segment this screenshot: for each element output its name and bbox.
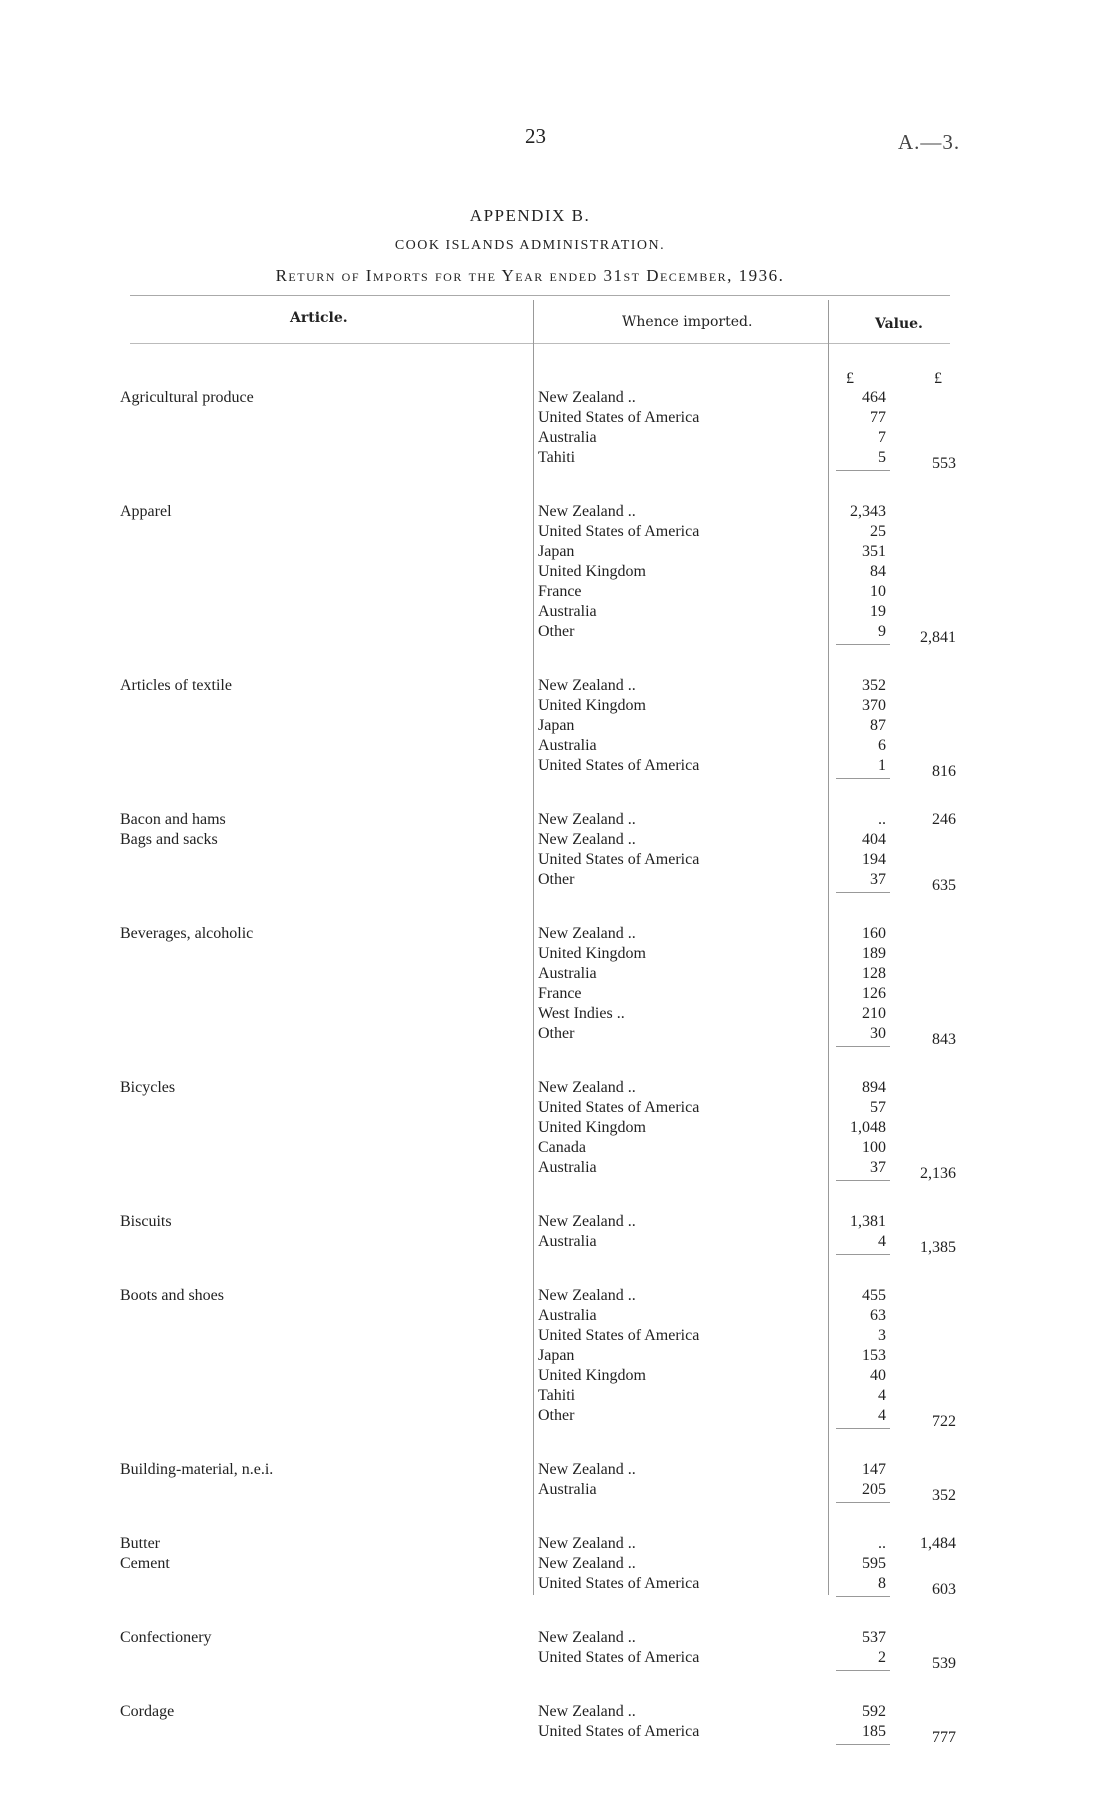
value-cell: 4 bbox=[878, 1407, 886, 1424]
whence-cell bbox=[538, 408, 818, 428]
value-cell: 77 bbox=[870, 409, 886, 426]
value-cell: 40 bbox=[870, 1367, 886, 1384]
subtotal-rule bbox=[836, 1670, 890, 1671]
value-cell: 370 bbox=[862, 697, 886, 714]
whence-cell bbox=[538, 924, 818, 944]
value-cell: 3 bbox=[878, 1327, 886, 1344]
whence-label: Australia bbox=[538, 737, 597, 754]
whence-label: Australia bbox=[538, 1159, 597, 1176]
article-cell bbox=[120, 1078, 520, 1098]
article-cell bbox=[120, 1702, 520, 1722]
article-cell bbox=[120, 1554, 520, 1574]
subtotal-rule bbox=[836, 1180, 890, 1181]
whence-cell bbox=[538, 810, 818, 830]
whence-label: New Zealand .. bbox=[538, 1287, 636, 1304]
whence-label: United States of America bbox=[538, 1327, 700, 1344]
value-cell: 1 bbox=[878, 757, 886, 774]
article-label: Boots and shoes bbox=[120, 1287, 224, 1304]
value-cell: 185 bbox=[862, 1723, 886, 1740]
whence-cell bbox=[538, 1628, 818, 1648]
row-total: 777 bbox=[932, 1729, 956, 1746]
value-cell: 592 bbox=[862, 1703, 886, 1720]
article-cell bbox=[120, 924, 520, 944]
value-cell: 10 bbox=[870, 583, 886, 600]
whence-cell bbox=[538, 676, 818, 696]
whence-cell bbox=[538, 1078, 818, 1098]
subtotal-rule bbox=[836, 892, 890, 893]
whence-cell bbox=[538, 736, 818, 756]
value-cell: 87 bbox=[870, 717, 886, 734]
value-cell: 4 bbox=[878, 1233, 886, 1250]
whence-cell bbox=[538, 582, 818, 602]
article-cell bbox=[120, 1534, 520, 1554]
value-cell: 4 bbox=[878, 1387, 886, 1404]
whence-cell bbox=[538, 602, 818, 622]
whence-cell bbox=[538, 502, 818, 522]
article-cell bbox=[120, 1460, 520, 1480]
return-heading: Return of Imports for the Year ended 31st December, 1936. bbox=[275, 266, 785, 285]
article-cell bbox=[120, 676, 520, 696]
whence-cell bbox=[538, 1702, 818, 1722]
value-cell: 126 bbox=[862, 985, 886, 1002]
whence-label: Canada bbox=[538, 1139, 586, 1156]
article-label: Bicycles bbox=[120, 1079, 176, 1096]
whence-cell bbox=[538, 448, 818, 468]
subtotal-rule bbox=[836, 470, 890, 471]
whence-label: West Indies .. bbox=[538, 1005, 625, 1022]
value-cell: 30 bbox=[870, 1025, 886, 1042]
whence-label: United Kingdom bbox=[538, 1367, 646, 1384]
value-cell: 595 bbox=[862, 1555, 886, 1572]
whence-cell bbox=[538, 1138, 818, 1158]
value-cell: 6 bbox=[878, 737, 886, 754]
value-cell: 2 bbox=[878, 1649, 886, 1666]
value-cell: 894 bbox=[862, 1079, 886, 1096]
column-divider-article bbox=[533, 300, 534, 1595]
article-cell bbox=[120, 810, 520, 830]
value-cell: 37 bbox=[870, 1159, 886, 1176]
article-cell bbox=[120, 1628, 520, 1648]
value-cell: 210 bbox=[862, 1005, 886, 1022]
article-label: Cement bbox=[120, 1555, 170, 1572]
value-cell: 2,343 bbox=[850, 503, 886, 520]
column-header-whence: Whence imported. bbox=[622, 314, 753, 330]
whence-cell bbox=[538, 716, 818, 736]
whence-label: United States of America bbox=[538, 851, 700, 868]
column-header-article: Article. bbox=[290, 310, 348, 326]
whence-label: Tahiti bbox=[538, 449, 576, 466]
subtotal-rule bbox=[836, 778, 890, 779]
whence-label: Japan bbox=[538, 543, 575, 560]
whence-cell bbox=[538, 964, 818, 984]
article-label: Bacon and hams bbox=[120, 811, 226, 828]
whence-label: New Zealand .. bbox=[538, 1703, 636, 1720]
document-reference: A.—3. bbox=[898, 130, 961, 154]
row-total: 635 bbox=[932, 877, 956, 894]
subtotal-rule bbox=[836, 1428, 890, 1429]
whence-label: United Kingdom bbox=[538, 1119, 646, 1136]
whence-cell bbox=[538, 756, 818, 776]
whence-label: United States of America bbox=[538, 757, 700, 774]
whence-cell bbox=[538, 1004, 818, 1024]
article-cell bbox=[120, 1286, 520, 1306]
article-cell bbox=[120, 830, 520, 850]
whence-cell bbox=[538, 562, 818, 582]
value-cell: 37 bbox=[870, 871, 886, 888]
value-cell: 160 bbox=[862, 925, 886, 942]
value-cell: 189 bbox=[862, 945, 886, 962]
value-cell: 19 bbox=[870, 603, 886, 620]
whence-cell bbox=[538, 830, 818, 850]
whence-label: Australia bbox=[538, 1233, 597, 1250]
whence-cell bbox=[538, 1366, 818, 1386]
value-cell: .. bbox=[878, 811, 886, 828]
value-cell: 25 bbox=[870, 523, 886, 540]
value-cell: 5 bbox=[878, 449, 886, 466]
subtotal-rule bbox=[836, 1254, 890, 1255]
whence-label: New Zealand .. bbox=[538, 811, 636, 828]
row-total: 246 bbox=[932, 811, 956, 828]
whence-cell bbox=[538, 1232, 818, 1252]
appendix-title: APPENDIX B. bbox=[469, 206, 591, 225]
row-total: 722 bbox=[932, 1413, 956, 1430]
whence-label: France bbox=[538, 985, 582, 1002]
value-cell: 84 bbox=[870, 563, 886, 580]
whence-label: New Zealand .. bbox=[538, 1555, 636, 1572]
value-cell: 100 bbox=[862, 1139, 886, 1156]
whence-label: Japan bbox=[538, 1347, 575, 1364]
article-label: Apparel bbox=[120, 503, 172, 520]
whence-label: New Zealand .. bbox=[538, 1629, 636, 1646]
article-label: Confectionery bbox=[120, 1629, 212, 1646]
whence-cell bbox=[538, 1480, 818, 1500]
value-cell: 351 bbox=[862, 543, 886, 560]
whence-label: New Zealand .. bbox=[538, 1461, 636, 1478]
value-cell: 537 bbox=[862, 1629, 886, 1646]
whence-cell bbox=[538, 1158, 818, 1178]
subtotal-rule bbox=[836, 1596, 890, 1597]
whence-label: Other bbox=[538, 1407, 575, 1424]
value-cell: 128 bbox=[862, 965, 886, 982]
whence-cell bbox=[538, 1460, 818, 1480]
whence-cell bbox=[538, 1722, 818, 1742]
subtotal-rule bbox=[836, 1744, 890, 1745]
whence-cell bbox=[538, 428, 818, 448]
header-bottom-rule bbox=[130, 343, 950, 344]
article-label: Biscuits bbox=[120, 1213, 172, 1230]
value-cell: 404 bbox=[862, 831, 886, 848]
article-label: Bags and sacks bbox=[120, 831, 218, 848]
whence-label: Other bbox=[538, 623, 575, 640]
whence-label: United Kingdom bbox=[538, 697, 646, 714]
whence-label: United Kingdom bbox=[538, 945, 646, 962]
whence-label: Australia bbox=[538, 1307, 597, 1324]
whence-label: United States of America bbox=[538, 523, 700, 540]
row-total: 553 bbox=[932, 455, 956, 472]
whence-cell bbox=[538, 1326, 818, 1346]
article-label: Building-material, n.e.i. bbox=[120, 1461, 274, 1478]
whence-label: Other bbox=[538, 871, 575, 888]
value-cell: 194 bbox=[862, 851, 886, 868]
whence-cell bbox=[538, 1212, 818, 1232]
whence-label: New Zealand .. bbox=[538, 503, 636, 520]
whence-cell bbox=[538, 1574, 818, 1594]
whence-label: United States of America bbox=[538, 1575, 700, 1592]
subtotal-rule bbox=[836, 1046, 890, 1047]
whence-cell bbox=[538, 1534, 818, 1554]
whence-label: United States of America bbox=[538, 1099, 700, 1116]
whence-cell bbox=[538, 944, 818, 964]
value-cell: 147 bbox=[862, 1461, 886, 1478]
value-cell: 464 bbox=[862, 389, 886, 406]
whence-label: New Zealand .. bbox=[538, 925, 636, 942]
row-total: 352 bbox=[932, 1487, 956, 1504]
whence-label: Other bbox=[538, 1025, 575, 1042]
whence-cell bbox=[538, 542, 818, 562]
whence-cell bbox=[538, 870, 818, 890]
currency-symbol-totals: £ bbox=[934, 370, 942, 387]
subtotal-rule bbox=[836, 644, 890, 645]
whence-label: United States of America bbox=[538, 1649, 700, 1666]
whence-cell bbox=[538, 1306, 818, 1326]
whence-cell bbox=[538, 1024, 818, 1044]
value-cell: 63 bbox=[870, 1307, 886, 1324]
whence-cell bbox=[538, 696, 818, 716]
whence-cell bbox=[538, 1648, 818, 1668]
whence-cell bbox=[538, 1346, 818, 1366]
row-total: 603 bbox=[932, 1581, 956, 1598]
whence-label: New Zealand .. bbox=[538, 1079, 636, 1096]
value-cell: 352 bbox=[862, 677, 886, 694]
article-cell bbox=[120, 388, 520, 408]
value-cell: .. bbox=[878, 1535, 886, 1552]
whence-cell bbox=[538, 1406, 818, 1426]
value-cell: 8 bbox=[878, 1575, 886, 1592]
whence-label: New Zealand .. bbox=[538, 1535, 636, 1552]
article-label: Butter bbox=[120, 1535, 160, 1552]
value-cell: 57 bbox=[870, 1099, 886, 1116]
whence-cell bbox=[538, 850, 818, 870]
value-cell: 9 bbox=[878, 623, 886, 640]
whence-cell bbox=[538, 522, 818, 542]
article-label: Beverages, alcoholic bbox=[120, 925, 254, 942]
value-cell: 7 bbox=[878, 429, 886, 446]
whence-cell bbox=[538, 622, 818, 642]
currency-symbol-values: £ bbox=[846, 370, 854, 387]
article-label: Articles of textile bbox=[120, 677, 232, 694]
row-total: 1,484 bbox=[920, 1535, 956, 1552]
column-header-value: Value. bbox=[875, 316, 923, 332]
whence-label: Australia bbox=[538, 965, 597, 982]
administration-title: COOK ISLANDS ADMINISTRATION. bbox=[394, 238, 666, 253]
row-total: 2,841 bbox=[920, 629, 956, 646]
value-cell: 1,381 bbox=[850, 1213, 886, 1230]
whence-label: Tahiti bbox=[538, 1387, 576, 1404]
page-number: 23 bbox=[525, 124, 546, 148]
value-cell: 1,048 bbox=[850, 1119, 886, 1136]
whence-cell bbox=[538, 984, 818, 1004]
row-total: 2,136 bbox=[920, 1165, 956, 1182]
whence-cell bbox=[538, 1118, 818, 1138]
whence-label: New Zealand .. bbox=[538, 1213, 636, 1230]
value-cell: 205 bbox=[862, 1481, 886, 1498]
header-top-rule bbox=[130, 295, 950, 296]
whence-label: New Zealand .. bbox=[538, 831, 636, 848]
row-total: 539 bbox=[932, 1655, 956, 1672]
whence-label: New Zealand .. bbox=[538, 677, 636, 694]
whence-cell bbox=[538, 1554, 818, 1574]
whence-label: Australia bbox=[538, 429, 597, 446]
article-label: Cordage bbox=[120, 1703, 175, 1720]
whence-cell bbox=[538, 1098, 818, 1118]
row-total: 816 bbox=[932, 763, 956, 780]
whence-cell bbox=[538, 388, 818, 408]
row-total: 843 bbox=[932, 1031, 956, 1048]
whence-label: United States of America bbox=[538, 409, 700, 426]
article-cell bbox=[120, 1212, 520, 1232]
row-total: 1,385 bbox=[920, 1239, 956, 1256]
article-label: Agricultural produce bbox=[120, 389, 254, 406]
article-cell bbox=[120, 502, 520, 522]
value-cell: 153 bbox=[862, 1347, 886, 1364]
whence-label: France bbox=[538, 583, 582, 600]
whence-cell bbox=[538, 1386, 818, 1406]
whence-label: United Kingdom bbox=[538, 563, 646, 580]
whence-label: Australia bbox=[538, 1481, 597, 1498]
whence-label: Australia bbox=[538, 603, 597, 620]
value-cell: 455 bbox=[862, 1287, 886, 1304]
whence-label: United States of America bbox=[538, 1723, 700, 1740]
whence-label: Japan bbox=[538, 717, 575, 734]
subtotal-rule bbox=[836, 1502, 890, 1503]
whence-cell bbox=[538, 1286, 818, 1306]
whence-label: New Zealand .. bbox=[538, 389, 636, 406]
